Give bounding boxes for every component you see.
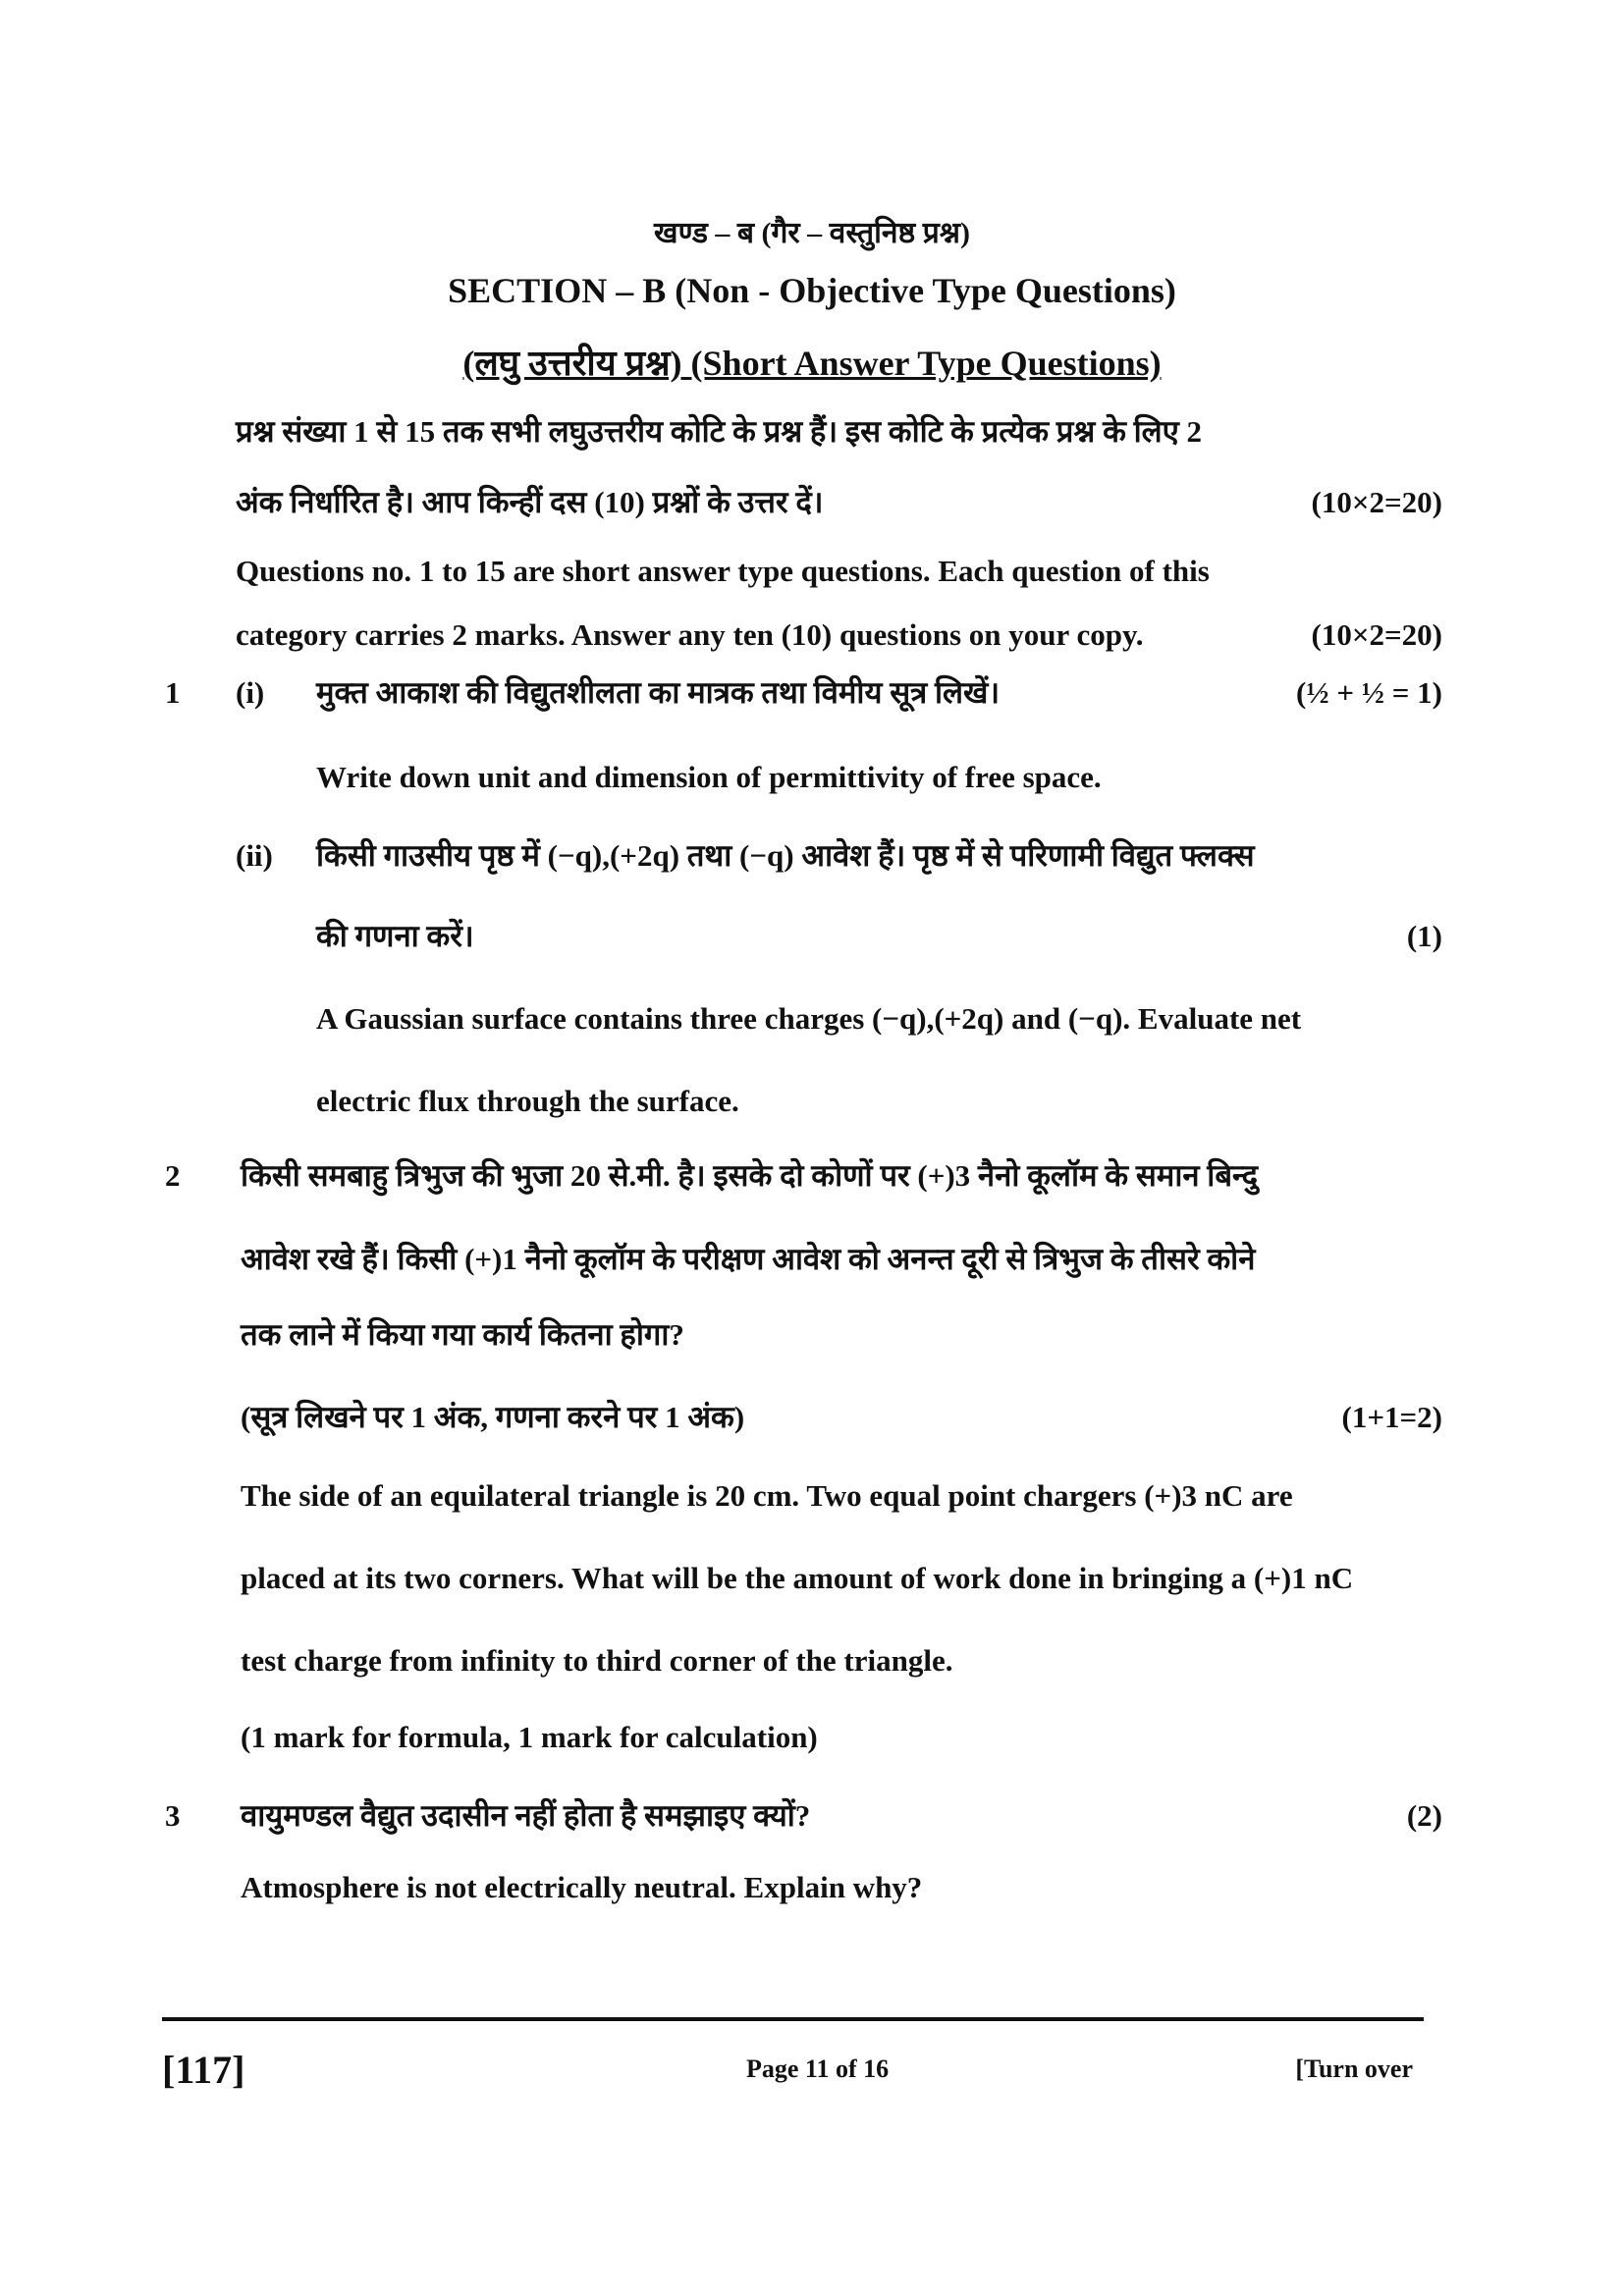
footer-divider xyxy=(162,2017,1424,2021)
question-text-english: The side of an equilateral triangle is 20 cm. Two equal point chargers (+)3 nC are xyxy=(241,1478,1293,1513)
question-text-hindi: वायुमण्डल वैद्युत उदासीन नहीं होता है समझाइए क्यों? xyxy=(241,1798,811,1833)
question-text-hindi: आवेश रखे हैं। किसी (+)1 नैनो कूलॉम के परीक्षण आवेश को अनन्त दूरी से त्रिभुज के तीसरे कोने xyxy=(241,1242,1256,1276)
instructions-english-2: category carries 2 marks. Answer any ten (10) questions on your copy. xyxy=(236,617,1144,652)
part-label: (ii) xyxy=(236,838,273,873)
question-text-hindi: तक लाने में किया गया कार्य कितना होगा? xyxy=(241,1317,684,1352)
marking-scheme-english: (1 mark for formula, 1 mark for calculation) xyxy=(241,1720,818,1754)
section-heading: SECTION – B (Non - Objective Type Questions) xyxy=(448,271,1176,310)
question-text-hindi: किसी समबाहु त्रिभुज की भुजा 20 से.मी. है। इसके दो कोणों पर (+)3 नैनो कूलॉम के समान बिन्दु xyxy=(241,1158,1259,1193)
instructions-english-1: Questions no. 1 to 15 are short answer type questions. Each question of this xyxy=(236,554,1210,588)
turn-over-note: [Turn over xyxy=(1295,2055,1413,2083)
question-text-hindi: मुक्त आकाश की विद्युतशीलता का मात्रक तथा विमीय सूत्र लिखें। xyxy=(316,675,1001,710)
question-number: 3 xyxy=(165,1798,181,1833)
subsection-heading: (लघु उत्तरीय प्रश्न) (Short Answer Type Questions) xyxy=(462,344,1162,383)
question-text-english: A Gaussian surface contains three charges (−q),(+2q) and (−q). Evaluate net xyxy=(316,1001,1302,1036)
marking-scheme-hindi: (सूत्र लिखने पर 1 अंक, गणना करने पर 1 अंक) xyxy=(241,1400,745,1434)
paper-code: [117] xyxy=(162,2048,245,2092)
question-number: 2 xyxy=(165,1158,181,1193)
question-marks: (2) xyxy=(1406,1798,1442,1833)
question-text-hindi: किसी गाउसीय पृष्ठ में (−q),(+2q) तथा (−q) आवेश हैं। पृष्ठ में से परिणामी विद्युत फ्लक्स xyxy=(316,838,1255,873)
question-text-hindi: की गणना करें। xyxy=(316,919,474,953)
instructions-hindi-marks: (10×2=20) xyxy=(1311,485,1442,519)
instructions-hindi-2: अंक निर्धारित है। आप किन्हीं दस (10) प्रश्नों के उत्तर दें। xyxy=(236,485,824,519)
question-text-english: Write down unit and dimension of permittivity of free space. xyxy=(316,760,1102,794)
question-text-english: placed at its two corners. What will be the amount of work done in bringing a (+)1 nC xyxy=(241,1561,1354,1595)
question-text-english: Atmosphere is not electrically neutral. Explain why? xyxy=(241,1870,923,1904)
question-number: 1 xyxy=(165,675,181,710)
section-heading-hindi: खण्ड – ब (गैर – वस्तुनिष्ठ प्रश्न) xyxy=(654,217,970,249)
question-marks: (1) xyxy=(1406,919,1442,953)
question-marks: (1+1=2) xyxy=(1341,1400,1442,1434)
instructions-hindi-1: प्रश्न संख्या 1 से 15 तक सभी लघुउत्तरीय कोटि के प्रश्न हैं। इस कोटि के प्रत्येक प्रश्न के लिए 2 xyxy=(236,414,1203,449)
page-number: Page 11 of 16 xyxy=(746,2055,890,2083)
instructions-english-marks: (10×2=20) xyxy=(1311,617,1442,652)
part-label: (i) xyxy=(236,675,265,710)
question-text-english: electric flux through the surface. xyxy=(316,1084,739,1118)
question-marks: (½ + ½ = 1) xyxy=(1296,675,1442,710)
question-text-english: test charge from infinity to third corner of the triangle. xyxy=(241,1643,953,1678)
